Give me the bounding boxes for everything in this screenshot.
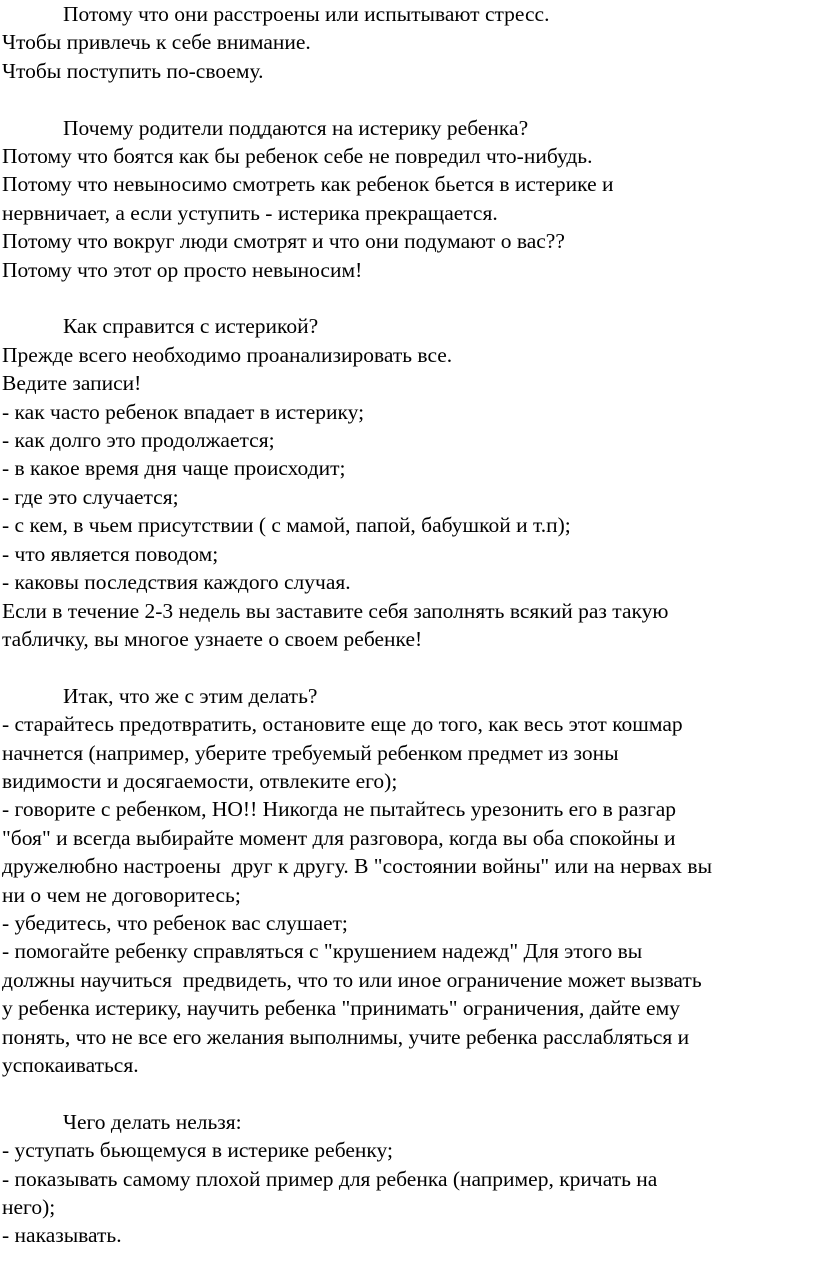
document-page: [2, 0, 814, 1278]
list-item: - в какое время дня чаще происходит;: [2, 456, 346, 481]
list-item: - помогайте ребенку справляться с "крушением надежд" Для этого вы: [2, 939, 643, 964]
list-item: - старайтесь предотвратить, остановите еще до того, как весь этот кошмар: [2, 712, 683, 737]
paragraph-line: дружелюбно настроены друг к другу. В "состоянии войны" или на нервах вы: [2, 854, 713, 879]
paragraph-line: должны научиться предвидеть, что то или иное ограничение может вызвать: [2, 967, 702, 992]
section-heading: Почему родители поддаются на истерику ребенка?: [63, 115, 529, 140]
list-item: - убедитесь, что ребенок вас слушает;: [2, 910, 348, 935]
paragraph-line: у ребенка истерику, научить ребенка "принимать" ограничения, дайте ему: [2, 996, 680, 1021]
paragraph-line: табличку, вы многое узнаете о своем ребенке!: [2, 626, 423, 651]
paragraph-line: Потому что вокруг люди смотрят и что они подумают о вас??: [2, 229, 565, 254]
paragraph-line: начнется (например, уберите требуемый ребенком предмет из зоны: [2, 740, 619, 765]
section-heading: Как справится с истерикой?: [63, 314, 319, 339]
paragraph-line: ни о чем не договоритесь;: [2, 882, 241, 907]
list-item: - говорите с ребенком, НО!! Никогда не пытайтесь урезонить его в разгар: [2, 797, 677, 822]
paragraph-line: Прежде всего необходимо проанализировать все.: [2, 342, 453, 367]
list-item: - где это случается;: [2, 484, 179, 509]
list-item: - с кем, в чьем присутствии ( с мамой, папой, бабушкой и т.п);: [2, 513, 571, 538]
paragraph-line: Потому что боятся как бы ребенок себе не повредил что-нибудь.: [2, 144, 593, 169]
paragraph-line: нервничает, а если уступить - истерика прекращается.: [2, 200, 498, 225]
paragraph-line: успокаиваться.: [2, 1052, 139, 1077]
section-causes: [2, 0, 814, 85]
section-heading: Итак, что же с этим делать?: [63, 683, 318, 708]
list-item: - как часто ребенок впадает в истерику;: [2, 399, 365, 424]
list-item: - что является поводом;: [2, 541, 219, 566]
paragraph-line: Потому что они расстроены или испытывают стресс.: [63, 2, 550, 26]
paragraph-line: понять, что не все его желания выполнимы, учите ребенка расслабляться и: [2, 1024, 690, 1049]
section-heading: Чего делать нельзя:: [63, 1109, 242, 1134]
paragraph-line: Если в течение 2-3 недель вы заставите себя заполнять всякий раз такую: [2, 598, 669, 623]
paragraph-line: Ведите записи!: [2, 371, 142, 396]
section-how-to-cope: [2, 312, 814, 653]
paragraph-line: Потому что этот ор просто невыносим!: [2, 257, 363, 282]
section-what-not-to-do: [2, 1108, 814, 1250]
paragraph-line: него);: [2, 1195, 56, 1219]
list-item: - показывать самому плохой пример для ребенка (например, кричать на: [2, 1166, 658, 1191]
paragraph-line: "боя" и всегда выбирайте момент для разговора, когда вы оба спокойны и: [2, 825, 676, 850]
paragraph-line: Потому что невыносимо смотреть как ребенок бьется в истерике и: [2, 172, 614, 197]
paragraph-line: Чтобы привлечь к себе внимание.: [2, 30, 311, 55]
section-what-to-do: [2, 682, 814, 1080]
paragraph-line: Чтобы поступить по-своему.: [2, 58, 264, 83]
list-item: - как долго это продолжается;: [2, 428, 275, 453]
section-why-parents-give-in: [2, 114, 814, 284]
list-item: - каковы последствия каждого случая.: [2, 570, 351, 595]
list-item: - уступать бьющемуся в истерике ребенку;: [2, 1138, 393, 1163]
paragraph-line: видимости и досягаемости, отвлеките его);: [2, 768, 398, 793]
list-item: - наказывать.: [2, 1223, 122, 1248]
